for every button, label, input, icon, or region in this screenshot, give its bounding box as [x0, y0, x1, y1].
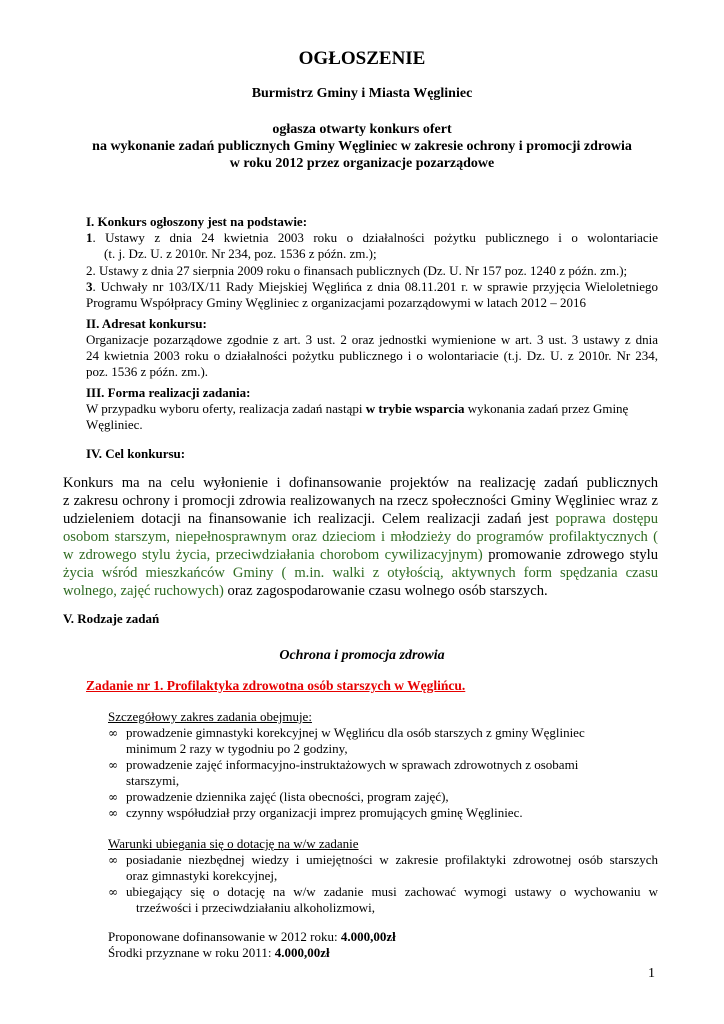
highlight-span: wolnego, zajęć ruchowych) — [63, 583, 228, 599]
scope-item — [126, 725, 585, 757]
paragraph-line: życia wśród mieszkańców Gminy ( m.in. walki z otyłością, aktywnych form spędzania czasu — [63, 565, 658, 581]
list-item-line: ubiegający się o dotację na w/w zadanie musi zachować wymogi ustawy o wychowaniu w — [126, 884, 658, 899]
section-1-item-1-cont: (t. j. Dz. U. z 2010r. Nr 234, poz. 1536 z późn. zm.); — [104, 246, 377, 261]
section-3-line — [86, 401, 628, 417]
paragraph-line: osobom starszym, niepełnosprawnym oraz dzieciom i młodzieży do programów profilaktycznych ( — [63, 529, 658, 545]
authority-name: Burmistrz Gminy i Miasta Węgliniec — [251, 86, 473, 101]
text-span: udzieleniem dotacji na finansowanie ich realizacji. Celem realizacji zadań jest — [63, 511, 556, 527]
granted-funding — [108, 945, 330, 961]
section-5-subheading: Ochrona i promocja zdrowia — [279, 648, 445, 663]
page-title: OGŁOSZENIE — [298, 48, 426, 69]
scope-item: czynny współudział przy organizacji imprez promujących gminę Węgliniec. — [126, 805, 523, 820]
proposed-funding — [108, 929, 396, 945]
highlight-span: w zdrowego stylu życia, przeciwdziałania chorobom cywilizacyjnym) — [63, 547, 489, 563]
section-4-heading: IV. Cel konkursu: — [86, 446, 186, 461]
list-item-line: starszymi, — [126, 773, 180, 788]
infinity-bullet-icon: ∞ — [108, 806, 118, 820]
task-title: Zadanie nr 1. Profilaktyka zdrowotna osób starszych w Węglińcu. — [86, 678, 466, 693]
scope-item — [126, 757, 578, 789]
text-span: wykonania zadań przez Gminę — [464, 401, 629, 416]
conditions-heading: Warunki ubiegania się o dotację na w/w zadanie — [108, 836, 359, 851]
section-1-item-1 — [86, 230, 658, 246]
section-2-line: Organizacje pozarządowe zgodnie z art. 3 ust. 2 oraz jednostki wymienione w art. 3 ust. 3 ustawy z dnia — [86, 332, 658, 347]
funding-label: Środki przyznane w roku 2011: — [108, 945, 275, 960]
announcement-heading — [0, 121, 724, 172]
section-3-heading: III. Forma realizacji zadania: — [86, 385, 251, 400]
support-mode: w trybie wsparcia — [365, 401, 465, 416]
section-1-item-3 — [86, 279, 658, 295]
item-number: 3 — [86, 279, 93, 294]
announcement-line: w roku 2012 przez organizacje pozarządowe — [229, 156, 495, 171]
funding-value: 4.000,00zł — [274, 945, 330, 960]
section-1-item-3-cont: Programu Współpracy Gminy Węgliniec z organizacjami pozarządowymi w latach 2012 – 2016 — [86, 295, 586, 310]
text-span: W przypadku wyboru oferty, realizacja zadań nastąpi — [86, 401, 366, 416]
funding-value: 4.000,00zł — [340, 929, 396, 944]
paragraph-line — [63, 582, 658, 600]
infinity-bullet-icon: ∞ — [108, 790, 118, 804]
section-3-line: Węgliniec. — [86, 417, 143, 432]
list-item-line: trzeźwości i przeciwdziałaniu alkoholizmowi, — [136, 900, 375, 915]
announcement-line: ogłasza otwarty konkurs ofert — [272, 122, 452, 137]
highlight-span: poprawa dostępu — [555, 511, 659, 527]
paragraph-line — [63, 546, 658, 564]
list-item-line: posiadanie niezbędnej wiedzy i umiejętności w zakresie profilaktyki zdrowotnej osób starszych — [126, 852, 658, 867]
text-span: promowanie zdrowego stylu — [488, 547, 658, 563]
condition-item — [126, 852, 658, 884]
text-span: oraz zagospodarowanie czasu wolnego osób starszych. — [227, 583, 548, 599]
section-5-heading: V. Rodzaje zadań — [63, 611, 160, 626]
section-2-heading: II. Adresat konkursu: — [86, 316, 207, 331]
scope-item: prowadzenie dziennika zajęć (lista obecności, program zajęć), — [126, 789, 449, 804]
item-number: 1 — [86, 230, 93, 245]
funding-label: Proponowane dofinansowanie w 2012 roku: — [108, 929, 341, 944]
goal-paragraph — [63, 474, 658, 600]
paragraph-line: z zakresu ochrony i promocji zdrowia realizowanych na rzecz społeczności Gminy Węgliniec wraz z — [63, 493, 658, 509]
list-item-line: prowadzenie gimnastyki korekcyjnej w Węglińcu dla osób starszych z gminy Węgliniec — [126, 725, 585, 740]
condition-item — [126, 884, 658, 916]
page-number: 1 — [648, 966, 655, 981]
section-1-heading: I. Konkurs ogłoszony jest na podstawie: — [86, 214, 308, 229]
item-text: . Uchwały nr 103/IX/11 Rady Miejskiej Węglińca z dnia 08.11.201 r. w sprawie przyjęcia Wieloletniego — [92, 279, 658, 294]
infinity-bullet-icon: ∞ — [108, 726, 118, 740]
paragraph-line — [63, 510, 658, 528]
paragraph-line: Konkurs ma na celu wyłonienie i dofinansowanie projektów na realizację zadań publicznych — [63, 475, 658, 491]
infinity-bullet-icon: ∞ — [108, 853, 118, 867]
section-2-line: poz. 1536 z późn. zm.). — [86, 364, 209, 379]
list-item-line: oraz gimnastyki korekcyjnej, — [126, 868, 278, 883]
list-item-line: prowadzenie zajęć informacyjno-instruktażowych w sprawach zdrowotnych z osobami — [126, 757, 579, 772]
infinity-bullet-icon: ∞ — [108, 885, 118, 899]
scope-heading: Szczegółowy zakres zadania obejmuje: — [108, 709, 312, 724]
announcement-line: na wykonanie zadań publicznych Gminy Węgliniec w zakresie ochrony i promocji zdrowia — [92, 139, 632, 154]
infinity-bullet-icon: ∞ — [108, 758, 118, 772]
section-2-line: 24 kwietnia 2003 roku o działalności pożytku publicznego i o wolontariacie (t.j. Dz. U. z 2010r. Nr 234, — [86, 348, 658, 363]
section-1-item-2: 2. Ustawy z dnia 27 sierpnia 2009 roku o finansach publicznych (Dz. U. Nr 157 poz. 1240 z późn. zm.); — [86, 263, 628, 278]
list-item-line: minimum 2 razy w tygodniu po 2 godziny, — [126, 741, 348, 756]
item-text: . Ustawy z dnia 24 kwietnia 2003 roku o działalności pożytku publicznego i o wolontariacie — [92, 230, 658, 245]
